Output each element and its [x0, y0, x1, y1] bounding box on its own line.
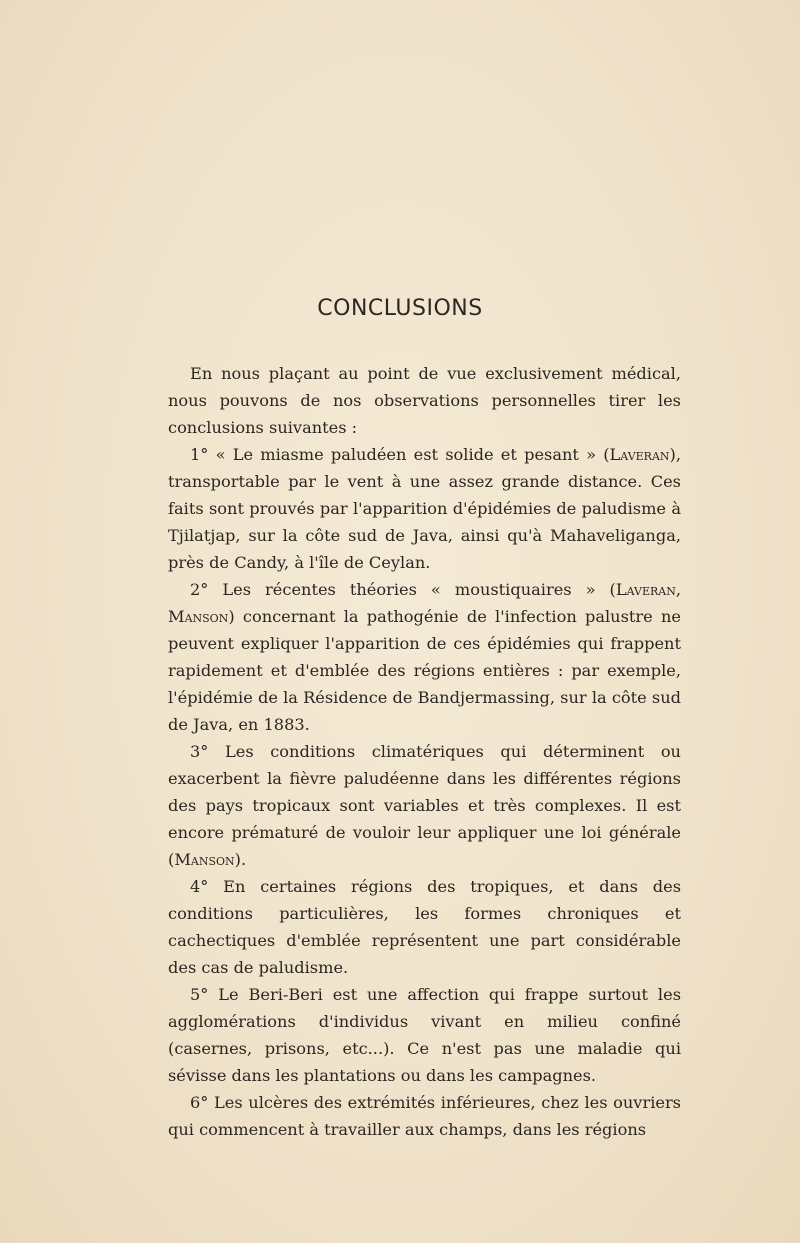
conclusion-item-2: [168, 576, 681, 738]
item-4-text: 4° En certaines régions des tropiques, et dans des conditions particulières, les formes chroniques et cachectiques d'emblée représentent une part considérable des cas de paludisme.: [168, 877, 681, 977]
item-1-text-b: ), transportable par le vent à une assez grande distance. Ces faits sont prouvés par l'apparition d'épidémies de paludisme à Tjilatjap, sur la côte sud de Java, ainsi qu'à Mahaveliganga, près de Candy, à l'île de Ceylan.: [168, 445, 681, 572]
conclusion-item-4: [168, 873, 681, 981]
conclusion-item-5: [168, 981, 681, 1089]
item-3-text-b: ).: [234, 850, 247, 869]
item-2-author-1: Laveran: [615, 580, 676, 599]
conclusion-item-6: [168, 1089, 681, 1143]
page-title: CONCLUSIONS: [317, 296, 483, 321]
item-1-author: Laveran: [609, 445, 670, 464]
conclusion-item-1: [168, 441, 681, 576]
item-6-text: 6° Les ulcères des extrémités inférieures, chez les ouvriers qui commencent à travailler aux champs, dans les régions: [168, 1093, 681, 1139]
intro-paragraph: En nous plaçant au point de vue exclusivement médical, nous pouvons de nos observations personnelles tirer les conclusions suivantes :: [168, 364, 681, 437]
item-2-sep: ,: [675, 580, 681, 599]
item-5-text: 5° Le Beri-Beri est une affection qui frappe surtout les agglomérations d'individus vivant en milieu confiné (casernes, prisons, etc...). Ce n'est pas une maladie qui sévisse dans les plantations ou dans les campagnes.: [168, 985, 681, 1085]
item-1-text-a: 1° « Le miasme paludéen est solide et pesant » (: [190, 445, 610, 464]
conclusion-item-3: [168, 738, 681, 873]
conclusions-body: [168, 360, 681, 1143]
item-2-text-a: 2° Les récentes théories « moustiquaires » (: [190, 580, 616, 599]
item-3-author: Manson: [174, 850, 235, 869]
item-2-author-2: Manson: [168, 607, 229, 626]
item-3-text-a: 3° Les conditions climatériques qui déterminent ou exacerbent la fièvre paludéenne dans les différentes régions des pays tropicaux sont variables et très complexes. Il est encore prématuré de vouloir leur appliquer une loi générale (: [168, 742, 681, 869]
item-2-text-b: ) concernant la pathogénie de l'infection palustre ne peuvent expliquer l'apparition de ces épidémies qui frappent rapidement et d'emblée des régions entières : par exemple, l'épidémie de la Résidence de Bandjermassing, sur la côte sud de Java, en 1883.: [168, 607, 681, 734]
